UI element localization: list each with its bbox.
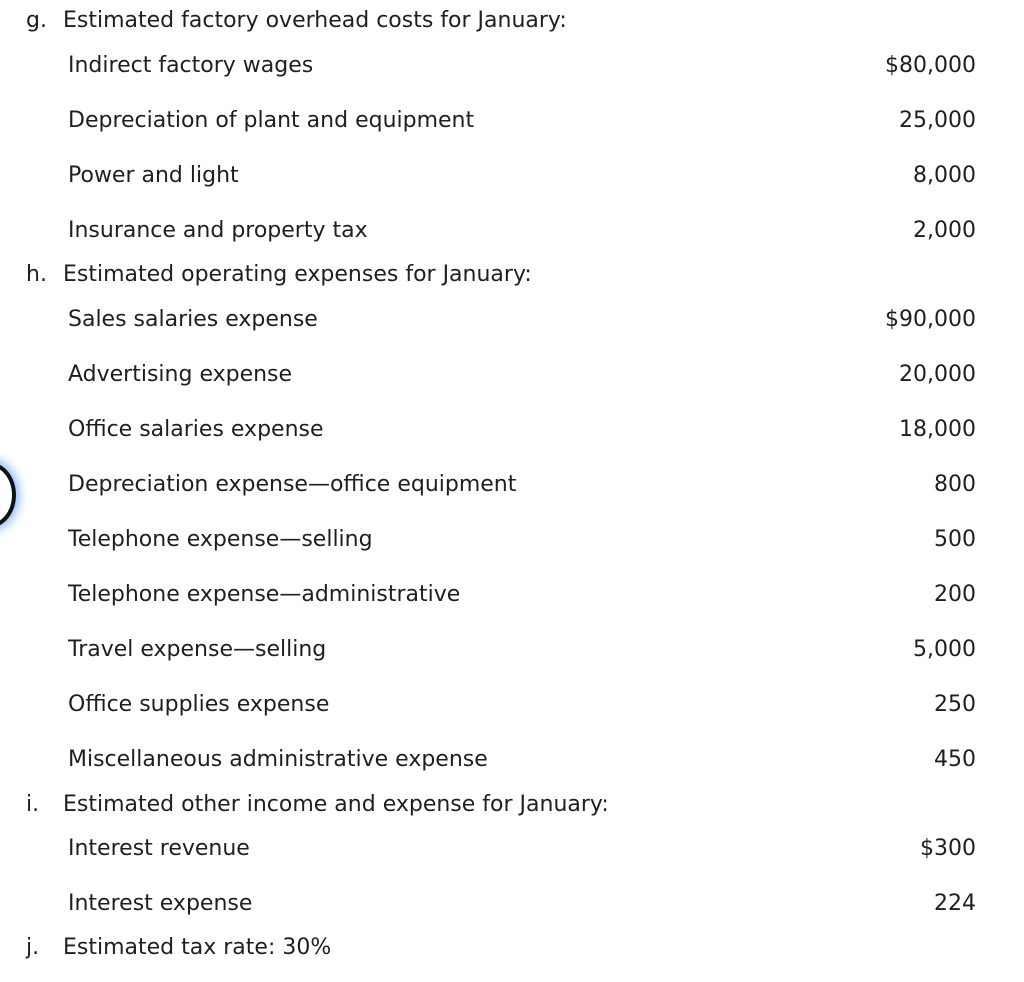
line-item-label: Telephone expense—selling bbox=[68, 527, 373, 552]
line-item-amount: $80,000 bbox=[885, 53, 976, 78]
section-g-title: Estimated factory overhead costs for January: bbox=[63, 8, 567, 33]
line-item bbox=[68, 525, 976, 555]
section-g-letter: g. bbox=[26, 8, 47, 33]
line-item-amount: 500 bbox=[934, 527, 976, 552]
line-item-amount: 20,000 bbox=[899, 362, 976, 387]
line-item bbox=[68, 834, 976, 864]
line-item bbox=[68, 690, 976, 720]
line-item-amount: 8,000 bbox=[913, 163, 976, 188]
line-item-label: Power and light bbox=[68, 163, 239, 188]
line-item-label: Office supplies expense bbox=[68, 692, 330, 717]
section-i-heading bbox=[26, 790, 609, 820]
line-item bbox=[68, 161, 976, 191]
line-item-label: Sales salaries expense bbox=[68, 307, 318, 332]
line-item bbox=[68, 415, 976, 445]
line-item-amount: 2,000 bbox=[913, 218, 976, 243]
line-item-label: Depreciation expense—office equipment bbox=[68, 472, 517, 497]
focus-ring-indicator bbox=[0, 462, 16, 528]
section-h-letter: h. bbox=[26, 262, 47, 287]
line-item bbox=[68, 106, 976, 136]
line-item-amount: $300 bbox=[920, 836, 976, 861]
line-item-label: Interest revenue bbox=[68, 836, 250, 861]
line-item bbox=[68, 216, 976, 246]
line-item-amount: 250 bbox=[934, 692, 976, 717]
line-item-label: Interest expense bbox=[68, 891, 253, 916]
section-g-heading bbox=[26, 6, 567, 36]
line-item bbox=[68, 51, 976, 81]
line-item-label: Travel expense—selling bbox=[68, 637, 327, 662]
line-item-amount: 800 bbox=[934, 472, 976, 497]
line-item-label: Telephone expense—administrative bbox=[68, 582, 461, 607]
section-i-letter: i. bbox=[26, 792, 40, 817]
line-item bbox=[68, 580, 976, 610]
line-item-label: Insurance and property tax bbox=[68, 218, 368, 243]
section-j-letter: j. bbox=[26, 935, 40, 960]
line-item bbox=[68, 470, 976, 500]
line-item-amount: 224 bbox=[934, 891, 976, 916]
line-item-amount: 18,000 bbox=[899, 417, 976, 442]
section-h-title: Estimated operating expenses for January: bbox=[63, 262, 532, 287]
section-i-title: Estimated other income and expense for January: bbox=[63, 792, 609, 817]
section-j-heading bbox=[26, 933, 331, 963]
line-item-label: Office salaries expense bbox=[68, 417, 324, 442]
line-item-label: Advertising expense bbox=[68, 362, 293, 387]
line-item bbox=[68, 635, 976, 665]
line-item-label: Indirect factory wages bbox=[68, 53, 314, 78]
line-item-amount: 5,000 bbox=[913, 637, 976, 662]
section-h-heading bbox=[26, 260, 532, 290]
line-item-amount: $90,000 bbox=[885, 307, 976, 332]
line-item bbox=[68, 360, 976, 390]
section-j-title: Estimated tax rate: 30% bbox=[63, 935, 332, 960]
line-item bbox=[68, 305, 976, 335]
line-item-label: Miscellaneous administrative expense bbox=[68, 747, 488, 772]
line-item-amount: 200 bbox=[934, 582, 976, 607]
line-item-amount: 450 bbox=[934, 747, 976, 772]
line-item bbox=[68, 745, 976, 775]
line-item-amount: 25,000 bbox=[899, 108, 976, 133]
line-item bbox=[68, 889, 976, 919]
line-item-label: Depreciation of plant and equipment bbox=[68, 108, 475, 133]
